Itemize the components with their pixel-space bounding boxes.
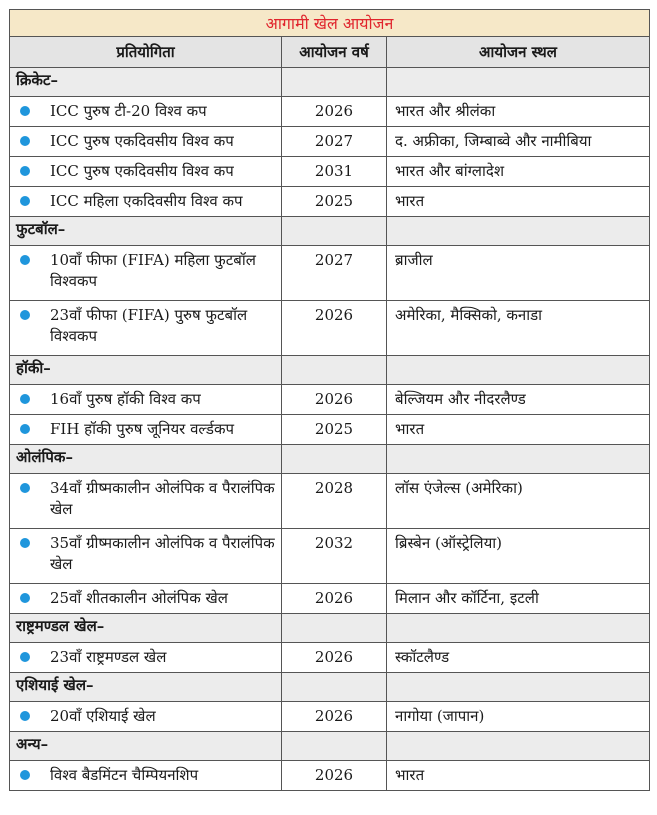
bullet-icon [20, 424, 30, 434]
table-title: आगामी खेल आयोजन [10, 10, 650, 37]
venue-cell: ब्राजील [387, 246, 650, 301]
category-label: ओलंपिक– [10, 445, 282, 474]
venue-cell: बेल्जियम और नीदरलैण्ड [387, 385, 650, 415]
year-cell: 2026 [282, 643, 387, 673]
year-cell: 2026 [282, 761, 387, 791]
category-empty-cell [387, 445, 650, 474]
year-cell: 2026 [282, 584, 387, 614]
category-row [10, 673, 650, 702]
venue-cell: लॉस एंजेल्स (अमेरिका) [387, 474, 650, 529]
table-row [10, 529, 650, 584]
category-label: क्रिकेट– [10, 68, 282, 97]
venue-cell: नागोया (जापान) [387, 702, 650, 732]
category-empty-cell [387, 673, 650, 702]
table-row [10, 385, 650, 415]
venue-cell: भारत [387, 187, 650, 217]
venue-cell: भारत [387, 415, 650, 445]
year-cell: 2025 [282, 415, 387, 445]
year-cell: 2025 [282, 187, 387, 217]
table-row [10, 702, 650, 732]
table-row [10, 415, 650, 445]
events-table-container [9, 9, 649, 791]
year-cell: 2027 [282, 246, 387, 301]
event-name: 20वाँ एशियाई खेल [50, 707, 156, 725]
event-cell [10, 643, 282, 673]
event-cell [10, 415, 282, 445]
venue-cell: ब्रिस्बेन (ऑस्ट्रेलिया) [387, 529, 650, 584]
event-cell [10, 385, 282, 415]
table-row [10, 157, 650, 187]
event-cell [10, 474, 282, 529]
category-empty-cell [282, 614, 387, 643]
event-name: 25वाँ शीतकालीन ओलंपिक खेल [50, 589, 228, 607]
bullet-icon [20, 394, 30, 404]
event-name: FIH हॉकी पुरुष जूनियर वर्ल्डकप [50, 420, 234, 438]
bullet-icon [20, 196, 30, 206]
category-empty-cell [387, 356, 650, 385]
category-label: अन्य– [10, 732, 282, 761]
event-name: विश्व बैडमिंटन चैम्पियनशिप [50, 766, 199, 784]
category-empty-cell [282, 68, 387, 97]
upcoming-events-table [9, 9, 650, 791]
category-empty-cell [387, 68, 650, 97]
venue-cell: भारत [387, 761, 650, 791]
event-name: 23वाँ फीफा (FIFA) पुरुष फुटबॉल विश्वकप [50, 306, 248, 345]
event-cell [10, 702, 282, 732]
event-cell [10, 157, 282, 187]
venue-cell: मिलान और कॉर्टिना, इटली [387, 584, 650, 614]
venue-cell: अमेरिका, मैक्सिको, कनाडा [387, 301, 650, 356]
year-cell: 2031 [282, 157, 387, 187]
header-row [10, 37, 650, 68]
venue-cell: भारत और श्रीलंका [387, 97, 650, 127]
category-empty-cell [282, 356, 387, 385]
year-cell: 2032 [282, 529, 387, 584]
category-empty-cell [387, 614, 650, 643]
table-row [10, 584, 650, 614]
event-cell [10, 246, 282, 301]
bullet-icon [20, 310, 30, 320]
event-name: ICC पुरुष टी-20 विश्व कप [50, 102, 207, 120]
bullet-icon [20, 770, 30, 780]
year-cell: 2027 [282, 127, 387, 157]
category-label: फुटबॉल– [10, 217, 282, 246]
event-cell [10, 761, 282, 791]
year-cell: 2026 [282, 301, 387, 356]
event-cell [10, 301, 282, 356]
category-label: एशियाई खेल– [10, 673, 282, 702]
header-venue: आयोजन स्थल [387, 37, 650, 68]
event-name: 35वाँ ग्रीष्मकालीन ओलंपिक व पैरालंपिक खेल [50, 534, 275, 573]
category-empty-cell [282, 673, 387, 702]
table-row [10, 761, 650, 791]
category-empty-cell [282, 217, 387, 246]
bullet-icon [20, 652, 30, 662]
table-row [10, 127, 650, 157]
year-cell: 2026 [282, 97, 387, 127]
category-row [10, 614, 650, 643]
header-event: प्रतियोगिता [10, 37, 282, 68]
venue-cell: स्कॉटलैण्ड [387, 643, 650, 673]
table-row [10, 474, 650, 529]
category-empty-cell [387, 732, 650, 761]
venue-cell: भारत और बांग्लादेश [387, 157, 650, 187]
event-name: ICC पुरुष एकदिवसीय विश्व कप [50, 162, 234, 180]
category-label: हॉकी– [10, 356, 282, 385]
category-row [10, 217, 650, 246]
event-name: 16वाँ पुरुष हॉकी विश्व कप [50, 390, 201, 408]
bullet-icon [20, 538, 30, 548]
event-name: 23वाँ राष्ट्रमण्डल खेल [50, 648, 167, 666]
bullet-icon [20, 166, 30, 176]
table-row [10, 301, 650, 356]
bullet-icon [20, 136, 30, 146]
event-cell [10, 187, 282, 217]
venue-cell: द. अफ्रीका, जिम्बाब्वे और नामीबिया [387, 127, 650, 157]
bullet-icon [20, 106, 30, 116]
bullet-icon [20, 711, 30, 721]
bullet-icon [20, 593, 30, 603]
year-cell: 2028 [282, 474, 387, 529]
year-cell: 2026 [282, 385, 387, 415]
event-name: ICC पुरुष एकदिवसीय विश्व कप [50, 132, 234, 150]
category-row [10, 68, 650, 97]
event-cell [10, 529, 282, 584]
event-name: 34वाँ ग्रीष्मकालीन ओलंपिक व पैरालंपिक खेल [50, 479, 275, 518]
event-name: 10वाँ फीफा (FIFA) महिला फुटबॉल विश्वकप [50, 251, 256, 290]
category-row [10, 445, 650, 474]
event-cell [10, 584, 282, 614]
table-row [10, 187, 650, 217]
category-row [10, 356, 650, 385]
table-row [10, 97, 650, 127]
category-empty-cell [387, 217, 650, 246]
event-name: ICC महिला एकदिवसीय विश्व कप [50, 192, 243, 210]
bullet-icon [20, 255, 30, 265]
bullet-icon [20, 483, 30, 493]
category-empty-cell [282, 732, 387, 761]
year-cell: 2026 [282, 702, 387, 732]
header-year: आयोजन वर्ष [282, 37, 387, 68]
table-body [10, 68, 650, 791]
event-cell [10, 97, 282, 127]
table-row [10, 643, 650, 673]
category-row [10, 732, 650, 761]
table-row [10, 246, 650, 301]
category-label: राष्ट्रमण्डल खेल– [10, 614, 282, 643]
event-cell [10, 127, 282, 157]
category-empty-cell [282, 445, 387, 474]
